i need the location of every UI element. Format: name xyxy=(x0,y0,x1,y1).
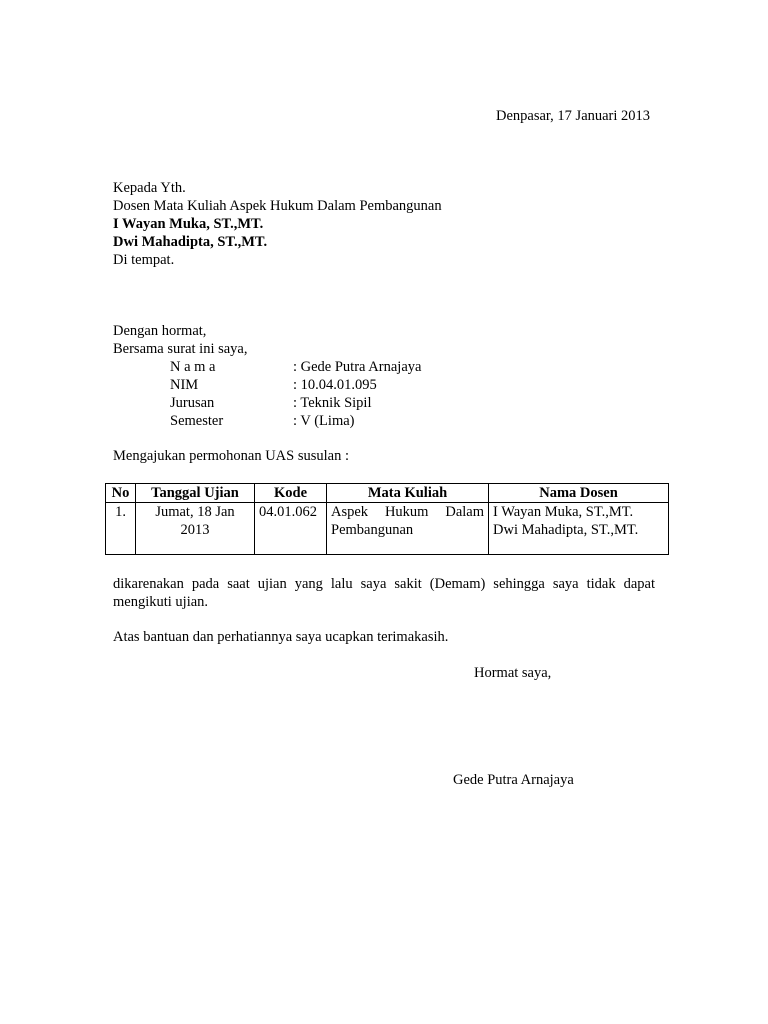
semester-label: Semester xyxy=(170,413,224,429)
nim-label: NIM xyxy=(170,377,199,393)
cell-lecturer xyxy=(489,503,669,555)
header-lecturer: Nama Dosen xyxy=(489,484,669,503)
recipient-place: Di tempat. xyxy=(113,252,175,268)
cell-date-line2: 2013 xyxy=(180,522,210,538)
cell-lecturer-line2: Dwi Mahadipta, ST.,MT. xyxy=(493,522,639,538)
major-value: : Teknik Sipil xyxy=(293,395,372,411)
nim-value: : 10.04.01.095 xyxy=(293,377,377,393)
intro-line: Bersama surat ini saya, xyxy=(113,341,248,357)
recipient-position: Dosen Mata Kuliah Aspek Hukum Dalam Pembangunan xyxy=(113,198,442,214)
table-header-row xyxy=(106,484,669,503)
cell-date-line1: Jumat, 18 Jan xyxy=(155,504,235,520)
salutation: Dengan hormat, xyxy=(113,323,207,339)
cell-lecturer-line1: I Wayan Muka, ST.,MT. xyxy=(493,504,634,520)
thanks-line: Atas bantuan dan perhatiannya saya ucapkan terimakasih. xyxy=(113,629,449,645)
cell-course-line1: Aspek Hukum Dalam xyxy=(331,504,484,520)
name-label: N a m a xyxy=(170,359,216,375)
semester-value: : V (Lima) xyxy=(293,413,355,429)
exam-table xyxy=(105,483,669,555)
cell-code: 04.01.062 xyxy=(255,503,327,555)
recipient-greeting: Kepada Yth. xyxy=(113,180,186,196)
major-label: Jurusan xyxy=(170,395,215,411)
cell-no: 1. xyxy=(106,503,136,555)
header-code: Kode xyxy=(255,484,327,503)
closing-line: Hormat saya, xyxy=(474,665,552,681)
table-row xyxy=(106,503,669,555)
cell-date xyxy=(136,503,255,555)
header-no: No xyxy=(106,484,136,503)
recipient-lecturer-1: I Wayan Muka, ST.,MT. xyxy=(113,216,264,232)
student-details xyxy=(0,358,768,430)
request-line: Mengajukan permohonan UAS susulan : xyxy=(113,448,349,464)
cell-course xyxy=(327,503,489,555)
signature-name: Gede Putra Arnajaya xyxy=(453,772,574,788)
reason-paragraph xyxy=(113,575,655,611)
reason-line-1: dikarenakan pada saat ujian yang lalu saya sakit (Demam) sehingga saya tidak dapat xyxy=(113,576,655,592)
name-value: : Gede Putra Arnajaya xyxy=(293,359,422,375)
cell-course-line2: Pembangunan xyxy=(331,522,414,538)
recipient-lecturer-2: Dwi Mahadipta, ST.,MT. xyxy=(113,234,268,250)
header-course: Mata Kuliah xyxy=(327,484,489,503)
reason-line-2: mengikuti ujian. xyxy=(113,594,209,610)
header-date: Tanggal Ujian xyxy=(136,484,255,503)
letter-date: Denpasar, 17 Januari 2013 xyxy=(496,108,651,124)
